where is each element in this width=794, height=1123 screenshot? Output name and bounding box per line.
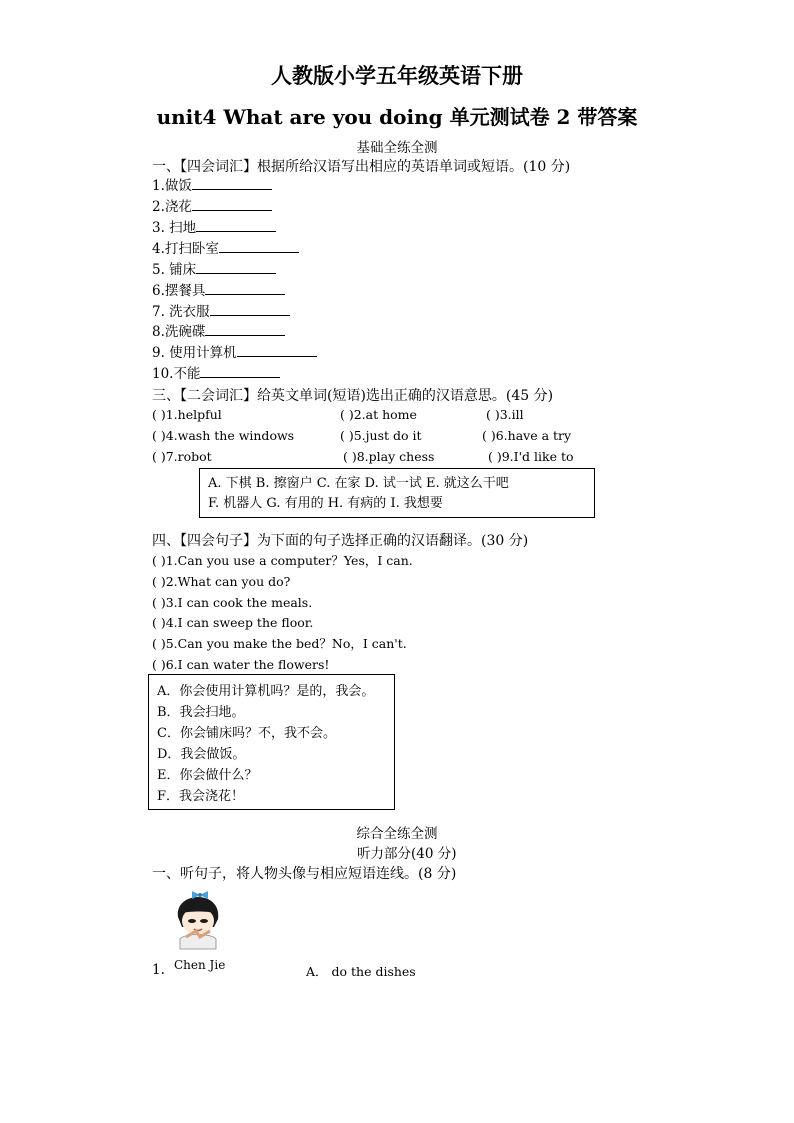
- answer-blank[interactable]: [210, 302, 290, 316]
- vocab-item-6: 6.摆餐具: [152, 281, 285, 301]
- sentence-item-5[interactable]: ( )5.Can you make the bed？No，I can't.: [152, 636, 407, 651]
- translation-option-d: D．我会做饭。: [157, 747, 246, 762]
- sentence-item-2[interactable]: ( )2.What can you do?: [152, 574, 291, 589]
- options-line-1: A. 下棋 B. 擦窗户 C. 在家 D. 试一试 E. 就这么干吧: [208, 476, 509, 491]
- part3-options-box: [199, 468, 595, 518]
- part1-heading: 一、【四会词汇】根据所给汉语写出相应的英语单词或短语。(10 分): [152, 159, 571, 175]
- listening-heading: 一、听句子，将人物头像与相应短语连线。(8 分): [152, 866, 457, 882]
- match-item-2[interactable]: ( )2.at home: [340, 407, 417, 422]
- section-label-comprehensive: 综合全练全测: [356, 826, 438, 842]
- avatar-name-label: Chen Jie: [174, 958, 226, 972]
- part3-heading: 三、【二会词汇】给英文单词(短语)选出正确的汉语意思。(45 分): [152, 388, 554, 404]
- vocab-item-3: 3. 扫地: [152, 218, 276, 238]
- match-item-7[interactable]: ( )7.robot: [152, 449, 212, 464]
- title-line-1: 人教版小学五年级英语下册: [271, 63, 523, 88]
- translation-option-e: E．你会做什么？: [157, 768, 258, 783]
- answer-blank[interactable]: [196, 218, 276, 232]
- answer-blank[interactable]: [200, 364, 280, 378]
- match-item-9[interactable]: ( )9.I'd like to: [488, 449, 574, 464]
- part4-heading: 四、【四会句子】为下面的句子选择正确的汉语翻译。(30 分): [152, 533, 529, 549]
- answer-blank[interactable]: [205, 281, 285, 295]
- translation-option-f: F．我会浇花！: [157, 789, 245, 804]
- listening-item-number: 1.: [152, 962, 165, 978]
- vocab-item-1: 1.做饭: [152, 176, 272, 196]
- section-label-basic: 基础全练全测: [356, 140, 438, 156]
- sentence-item-6[interactable]: ( )6.I can water the flowers!: [152, 657, 330, 672]
- listening-option-a[interactable]: A． do the dishes: [306, 964, 416, 979]
- match-item-5[interactable]: ( )5.just do it: [340, 428, 422, 443]
- cartoon-girl-chen-jie-icon: [170, 891, 226, 951]
- translation-option-a: A．你会使用计算机吗？是的，我会。: [157, 684, 375, 699]
- match-item-1[interactable]: ( )1.helpful: [152, 407, 222, 422]
- answer-blank[interactable]: [192, 197, 272, 211]
- match-item-3[interactable]: ( )3.ill: [486, 407, 524, 422]
- vocab-item-10: 10.不能: [152, 364, 280, 384]
- match-item-8[interactable]: ( )8.play chess: [343, 449, 435, 464]
- answer-blank[interactable]: [192, 176, 272, 190]
- answer-blank[interactable]: [237, 343, 317, 357]
- listening-label: 听力部分(40 分): [357, 846, 457, 862]
- translation-option-b: B．我会扫地。: [157, 705, 245, 720]
- title-line-2: unit4 What are you doing 单元测试卷 2 带答案: [156, 105, 638, 129]
- answer-blank[interactable]: [196, 260, 276, 274]
- part4-options-box: [148, 674, 395, 810]
- translation-option-c: C．你会铺床吗？不，我不会。: [157, 726, 336, 741]
- options-line-2: F. 机器人 G. 有用的 H. 有病的 I. 我想要: [208, 496, 443, 511]
- vocab-item-4: 4.打扫卧室: [152, 239, 299, 259]
- sentence-item-4[interactable]: ( )4.I can sweep the floor.: [152, 615, 314, 630]
- vocab-item-2: 2.浇花: [152, 197, 272, 217]
- sentence-item-3[interactable]: ( )3.I can cook the meals.: [152, 595, 313, 610]
- match-item-6[interactable]: ( )6.have a try: [482, 428, 572, 443]
- answer-blank[interactable]: [219, 239, 299, 253]
- answer-blank[interactable]: [205, 322, 285, 336]
- match-item-4[interactable]: ( )4.wash the windows: [152, 428, 295, 443]
- vocab-item-7: 7. 洗衣服: [152, 302, 290, 322]
- sentence-item-1[interactable]: ( )1.Can you use a computer？Yes，I can.: [152, 553, 413, 568]
- vocab-item-8: 8.洗碗碟: [152, 322, 285, 342]
- vocab-item-9: 9. 使用计算机: [152, 343, 317, 363]
- vocab-item-5: 5. 铺床: [152, 260, 276, 280]
